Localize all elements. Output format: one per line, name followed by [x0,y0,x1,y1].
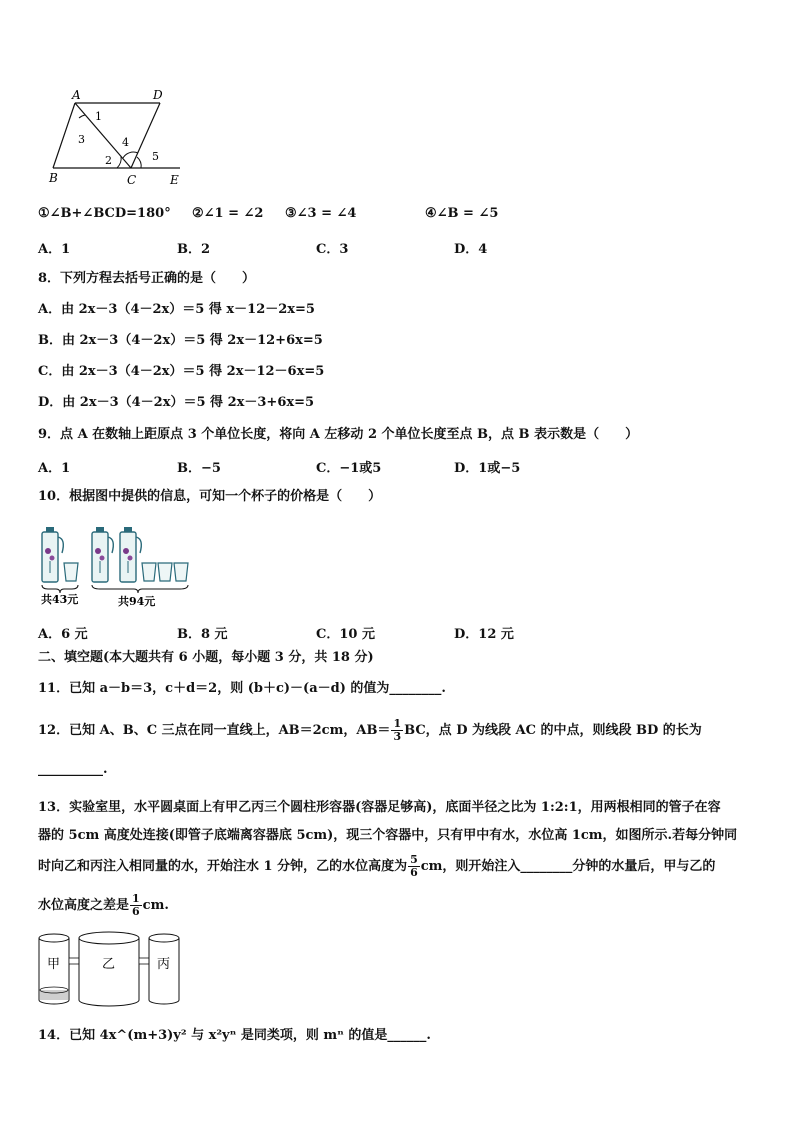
label-E: E [170,173,179,187]
parallelogram-figure [45,88,195,188]
q7-statement-3: ③∠3 = ∠4 [285,206,357,221]
q8-option-c: C．由 2x－3（4－2x）＝5 得 2x－12－6x=5 [38,364,325,379]
q9-option-b: B．−5 [177,461,221,476]
q13-fraction-5-6: $\frac{5}{6}$ [410,853,418,879]
q12-blank: __________. [38,762,108,777]
cup-icon [174,563,188,581]
q12-line [38,718,702,743]
q7-option-b: B．2 [177,242,211,257]
q7-option-a: A．1 [38,242,71,257]
thermos-icon [92,527,113,582]
cup-icon [158,563,172,581]
cup-icon [64,563,78,581]
thermos-icon [120,527,141,582]
q10-option-a: A．6 元 [38,627,88,642]
q11-text: 11．已知 a－b＝3，c＋d＝2，则 (b＋c)－(a－d) 的值为________. [38,681,446,696]
angle-1: 1 [95,110,102,123]
q8-stem: 8．下列方程去括号正确的是（ ） [38,271,256,286]
thermos-cups-figure [38,523,198,607]
q9-option-d: D．1或−5 [454,461,521,476]
q9-option-a: A．1 [38,461,71,476]
label-B: B [49,171,58,185]
q7-option-c: C．3 [316,242,349,257]
q13-line-1: 13．实验室里，水平圆桌面上有甲乙丙三个圆柱形容器(容器足够高)，底面半径之比为 1:2:1，用两根相同的管子在容 [38,800,721,815]
thermos-icon [42,527,63,582]
q7-statement-1: ①∠B+∠BCD=180° [38,206,171,221]
q7-statement-2: ②∠1 = ∠2 [192,206,264,221]
q10-stem: 10．根据图中提供的信息，可知一个杯子的价格是（ ） [38,489,382,504]
q12-fraction: $\frac{1}{3}$ [393,717,402,743]
q7-option-d: D．4 [454,242,488,257]
label-total-43: 共43元 [41,593,79,606]
container-yi-label: 乙 [102,957,116,972]
q13-line-3: 时向乙和丙注入相同量的水，开始注水 1 分钟，乙的水位高度为 $\frac{5}{6}$ cm，则开始注入________分钟的水量后，甲与乙的 [38,853,716,879]
q8-option-a: A．由 2x－3（4－2x）＝5 得 x－12－2x=5 [38,302,315,317]
container-jia-label: 甲 [47,957,61,972]
section-heading: 二、填空题(本大题共有 6 小题，每小题 3 分，共 18 分) [38,650,374,665]
q7-statement-4: ④∠B = ∠5 [425,206,499,221]
angle-5: 5 [152,150,159,163]
label-C: C [127,173,137,187]
angle-3: 3 [78,133,85,146]
label-A: A [72,88,81,102]
q13-line-2: 器的 5cm 高度处连接(即管子底端离容器底 5cm)，现三个容器中，只有甲中有水，水位高 1cm，如图所示.若每分钟同 [38,828,738,843]
q9-option-c: C．−1或5 [316,461,382,476]
q13-fraction-1-6: $\frac{1}{6}$ [132,892,140,918]
angle-4: 4 [122,136,129,149]
label-D: D [153,88,163,102]
q9-stem: 9．点 A 在数轴上距原点 3 个单位长度，将向 A 左移动 2 个单位长度至点 B，点 B 表示数是（ ） [38,427,639,442]
q12-text-before: 12．已知 A、B、C 三点在同一直线上，AB＝2cm，AB＝ [38,723,391,738]
containers-figure [36,928,186,1010]
container-bing-label: 丙 [157,957,171,972]
q10-option-b: B．8 元 [177,627,228,642]
label-total-94: 共94元 [118,595,156,607]
cup-icon [142,563,156,581]
q12-text-after: BC，点 D 为线段 AC 的中点，则线段 BD 的长为 [404,723,702,738]
q10-option-c: C．10 元 [316,627,375,642]
q10-option-d: D．12 元 [454,627,514,642]
q13-line-4: 水位高度之差是 $\frac{1}{6}$ cm. [38,892,169,918]
q14-text: 14．已知 4x^(m+3)y² 与 x²yⁿ 是同类项，则 mⁿ 的值是______. [38,1028,431,1043]
angle-2: 2 [105,154,112,167]
q8-option-b: B．由 2x－3（4－2x）＝5 得 2x－12+6x=5 [38,333,323,348]
q8-option-d: D．由 2x－3（4－2x）＝5 得 2x－3+6x=5 [38,395,315,410]
